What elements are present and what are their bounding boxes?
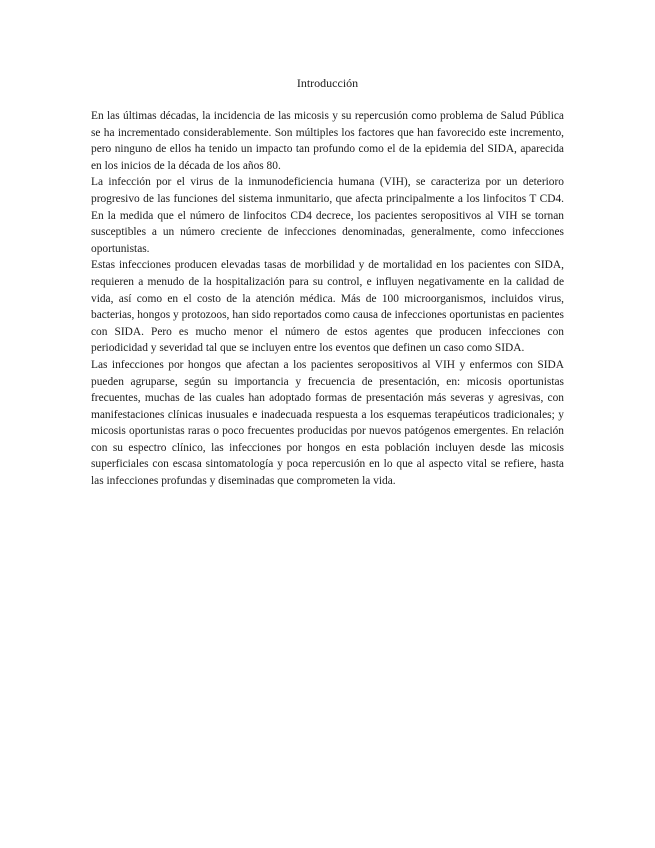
- paragraph-vih-infection: La infección por el virus de la inmunodeficiencia humana (VIH), se caracteriza por un deterioro progresivo de las funciones del sistema inmunitario, que afecta principalmente a los linfocitos T CD4. En la medida que el número de linfocitos CD4 decrece, los pacientes seropositivos al VIH se tornan susceptibles a un número creciente de infecciones denominadas, generalmente, como infecciones oportunistas.: [91, 176, 564, 255]
- paragraph-opportunistic-infections: Estas infecciones producen elevadas tasas de morbilidad y de mortalidad en los pacientes con SIDA, requieren a menudo de la hospitalización para su control, e influyen negativamente en la calidad de vida, así como en el costo de la atención médica. Más de 100 microorganismos, incluidos virus, bacterias, hongos y protozoos, han sido reportados como causa de infecciones oportunistas en pacientes con SIDA. Pero es mucho menor el número de estos agentes que producen infecciones con periodicidad y severidad tal que se incluyen entre los eventos que definen un caso como SIDA.: [91, 259, 564, 355]
- paragraph-micosis-incidence: En las últimas décadas, la incidencia de las micosis y su repercusión como problema de Salud Pública se ha incrementado considerablemente. Son múltiples los factores que han favorecido este incremento, pero ninguno de ellos ha tenido un impacto tan profundo como el de la epidemia del SIDA, aparecida en los inicios de la década de los años 80.: [91, 110, 564, 172]
- document-page: [91, 74, 564, 490]
- paragraph-fungal-infections: Las infecciones por hongos que afectan a los pacientes seropositivos al VIH y enfermos con SIDA pueden agruparse, según su importancia y frecuencia de presentación, en: micosis oportunistas frecuentes, muchas de las cuales han adoptado formas de presentación más severas y agresivas, con manifestaciones clínicas inusuales e inadecuada respuesta a los esquemas terapéuticos tradicionales; y micosis oportunistas raras o poco frecuentes producidas por nuevos patógenos emergentes. En relación con su espectro clínico, las infecciones por hongos en esta población incluyen desde las micosis superficiales con escasa sintomatología y poca repercusión en lo que al aspecto vital se refiere, hasta las infecciones profundas y diseminadas que comprometen la vida.: [91, 358, 564, 488]
- page-title: Introducción: [296, 76, 359, 90]
